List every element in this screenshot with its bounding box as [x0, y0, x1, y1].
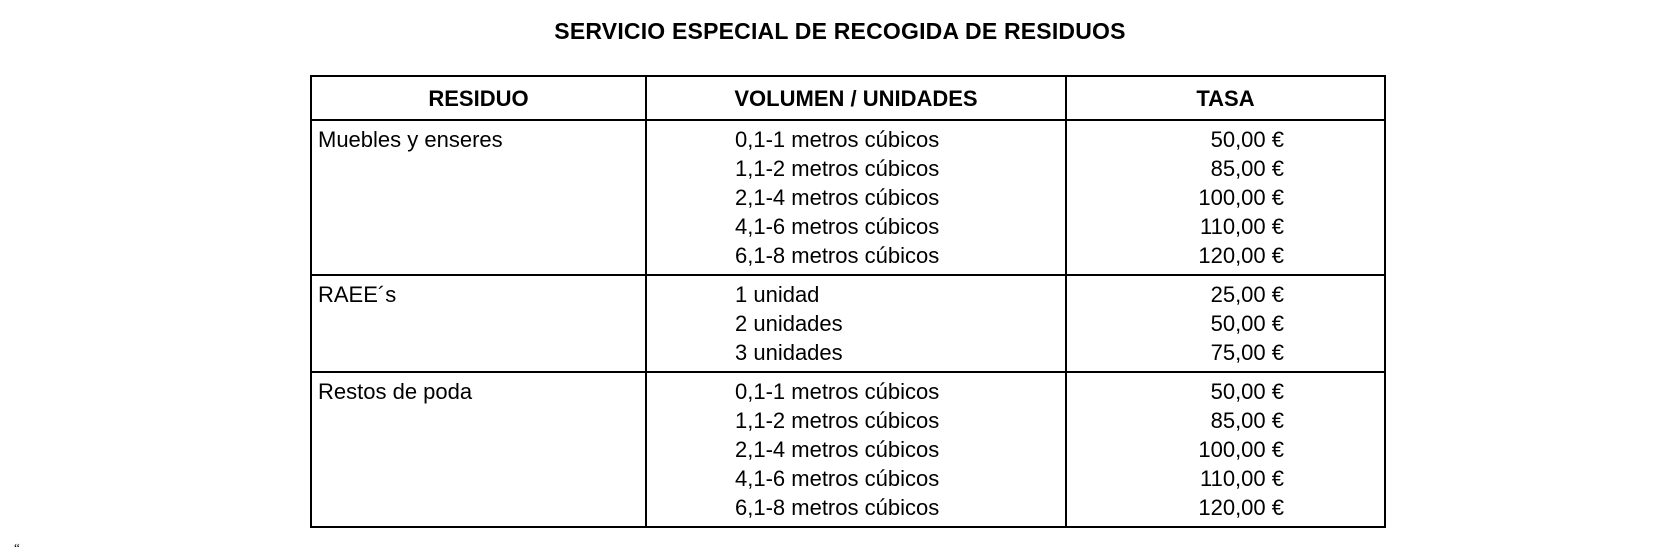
header-volumen: VOLUMEN / UNIDADES	[646, 76, 1066, 120]
tasa-value: 100,00 €	[1198, 437, 1284, 462]
tasa-value: 50,00 €	[1210, 379, 1284, 404]
volumen-value: 0,1-1 metros cúbicos	[735, 127, 940, 152]
tasa-value: 50,00 €	[1210, 127, 1284, 152]
residuo-name: Muebles y enseres	[318, 127, 503, 152]
tasa-value: 100,00 €	[1198, 185, 1284, 210]
tasa-value: 120,00 €	[1198, 243, 1284, 268]
volumen-value: 4,1-6 metros cúbicos	[735, 214, 940, 239]
volumen-value: 2 unidades	[735, 311, 843, 336]
header-tasa: TASA	[1066, 76, 1385, 120]
table-row	[311, 120, 1385, 275]
volumen-value: 1 unidad	[735, 282, 820, 307]
tasa-value: 25,00 €	[1210, 282, 1284, 307]
tasa-value: 110,00 €	[1199, 466, 1284, 491]
residuo-name: RAEE´s	[318, 282, 397, 307]
tasa-value: 120,00 €	[1198, 495, 1284, 520]
quote-mark: “	[14, 540, 20, 555]
table-header-row	[311, 76, 1385, 120]
tasa-value: 75,00 €	[1210, 340, 1284, 365]
volumen-value: 1,1-2 metros cúbicos	[735, 408, 940, 433]
volumen-value: 6,1-8 metros cúbicos	[735, 243, 940, 268]
residuo-cell	[311, 120, 646, 275]
tasa-value: 85,00 €	[1210, 408, 1284, 433]
table-row	[311, 372, 1385, 527]
tasa-value: 50,00 €	[1210, 311, 1284, 336]
volumen-value: 4,1-6 metros cúbicos	[735, 466, 940, 491]
volumen-cell	[646, 275, 1066, 372]
residuo-name: Restos de poda	[318, 379, 473, 404]
volumen-value: 1,1-2 metros cúbicos	[735, 156, 940, 181]
residuo-cell	[311, 372, 646, 527]
volumen-value: 3 unidades	[735, 340, 843, 365]
volumen-value: 6,1-8 metros cúbicos	[735, 495, 940, 520]
tasa-value: 110,00 €	[1199, 214, 1284, 239]
volumen-cell	[646, 372, 1066, 527]
header-residuo: RESIDUO	[311, 76, 646, 120]
document-title: SERVICIO ESPECIAL DE RECOGIDA DE RESIDUOS	[554, 18, 1126, 44]
volumen-value: 2,1-4 metros cúbicos	[735, 437, 940, 462]
table-row	[311, 275, 1385, 372]
volumen-value: 2,1-4 metros cúbicos	[735, 185, 940, 210]
tasa-cell	[1066, 275, 1385, 372]
residuo-cell	[311, 275, 646, 372]
volumen-value: 0,1-1 metros cúbicos	[735, 379, 940, 404]
fees-table	[310, 75, 1386, 528]
tasa-cell	[1066, 120, 1385, 275]
volumen-cell	[646, 120, 1066, 275]
tasa-value: 85,00 €	[1210, 156, 1284, 181]
tasa-cell	[1066, 372, 1385, 527]
